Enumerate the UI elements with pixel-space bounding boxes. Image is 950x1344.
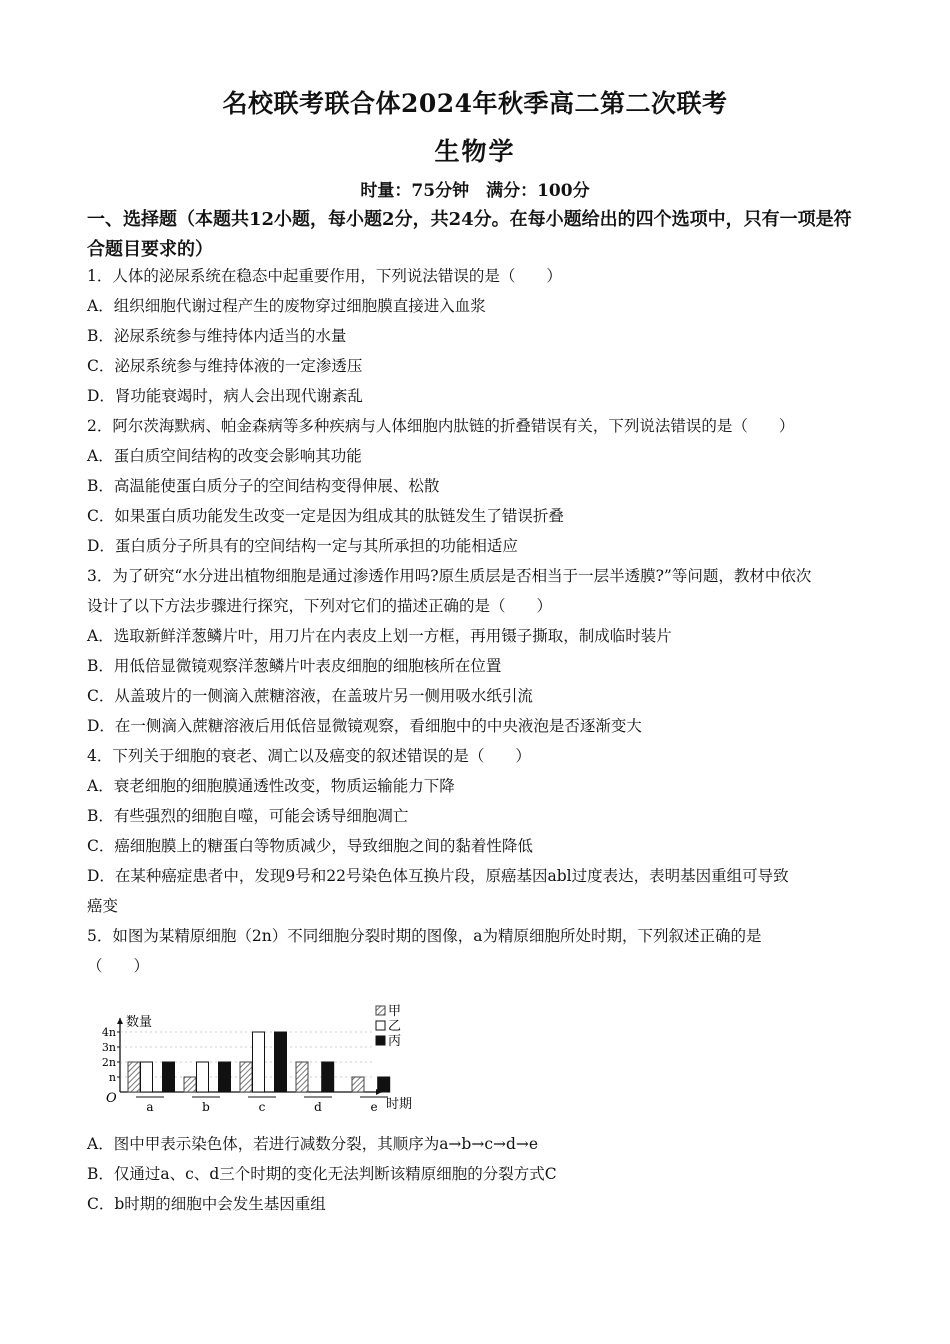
question-stem-line: （ ）	[87, 957, 150, 975]
bar-丙-d	[322, 1062, 334, 1092]
y-axis-label: 数量	[126, 1015, 153, 1030]
legend-swatch-乙	[376, 1021, 385, 1030]
bar-丙-e	[378, 1077, 390, 1092]
option-d: D．在一侧滴入蔗糖溶液后用低倍显微镜观察，看细胞中的中央液泡是否逐渐变大	[87, 717, 642, 735]
bar-乙-c	[253, 1032, 265, 1092]
legend-swatch-甲	[376, 1006, 385, 1015]
origin-label: O	[106, 1091, 117, 1106]
bar-甲-d	[296, 1062, 308, 1092]
question-stem: 1．人体的泌尿系统在稳态中起重要作用，下列说法错误的是（ ）	[87, 267, 562, 285]
bar-丙-b	[219, 1062, 231, 1092]
bar-甲-c	[240, 1062, 252, 1092]
exam-subject: 生物学	[434, 137, 516, 166]
bar-甲-e	[352, 1077, 364, 1092]
option-c: C．泌尿系统参与维持体液的一定渗透压	[87, 357, 363, 375]
y-tick-label: n	[108, 1071, 116, 1084]
option-a: A．选取新鲜洋葱鳞片叶，用刀片在内表皮上划一方框，再用镊子撕取，制成临时装片	[87, 627, 672, 645]
option-b: B．用低倍显微镜观察洋葱鳞片叶表皮细胞的细胞核所在位置	[87, 657, 502, 675]
bar-甲-a	[128, 1062, 140, 1092]
question-stem-line: 5．如图为某精原细胞（2n）不同细胞分裂时期的图像，a为精原细胞所处时期，下列叙述正确的是	[87, 927, 762, 945]
y-tick-label: 2n	[101, 1056, 116, 1069]
question-stem-line: 设计了以下方法步骤进行探究，下列对它们的描述正确的是（ ）	[87, 597, 553, 615]
option-b: B．高温能使蛋白质分子的空间结构变得伸展、松散	[87, 477, 440, 495]
option-a: A．图中甲表示染色体，若进行减数分裂，其顺序为a→b→c→d→e	[87, 1135, 539, 1153]
option-a: A．蛋白质空间结构的改变会影响其功能	[87, 447, 362, 465]
legend-swatch-丙	[376, 1036, 385, 1045]
option-b: B．泌尿系统参与维持体内适当的水量	[87, 327, 347, 345]
option-c: C．如果蛋白质功能发生改变一定是因为组成其的肽链发生了错误折叠	[87, 507, 564, 525]
exam-meta: 时量：75分钟 满分：100分	[360, 181, 590, 201]
exam-title: 名校联考联合体2024年秋季高二第二次联考	[222, 89, 728, 118]
option-b: B．有些强烈的细胞自噬，可能会诱导细胞凋亡	[87, 807, 409, 825]
option-b: B．仅通过a、c、d三个时期的变化无法判断该精原细胞的分裂方式C	[87, 1165, 557, 1183]
option-c: C．癌细胞膜上的糖蛋白等物质减少，导致细胞之间的黏着性降低	[87, 837, 533, 855]
legend-label: 丙	[388, 1034, 402, 1049]
bar-丙-c	[275, 1032, 287, 1092]
y-axis-arrow	[117, 1018, 123, 1024]
category-label: a	[146, 1100, 154, 1114]
legend-label: 甲	[388, 1004, 402, 1019]
bar-甲-b	[184, 1077, 196, 1092]
bar-乙-a	[141, 1062, 153, 1092]
option-d-line: 癌变	[87, 897, 119, 915]
section-heading: 一、选择题（本题共12小题，每小题2分，共24分。在每小题给出的四个选项中，只有一项是符合题目要求的）	[87, 209, 852, 260]
option-a: A．组织细胞代谢过程产生的废物穿过细胞膜直接进入血浆	[87, 297, 486, 315]
category-label: e	[370, 1100, 378, 1114]
category-label: c	[258, 1100, 266, 1114]
cell-division-bar-chart	[92, 1000, 432, 1120]
x-axis-label: 时期	[386, 1097, 413, 1112]
question-stem: 2．阿尔茨海默病、帕金森病等多种疾病与人体细胞内肽链的折叠错误有关，下列说法错误的是（ ）	[87, 417, 795, 435]
option-d: D．蛋白质分子所具有的空间结构一定与其所承担的功能相适应	[87, 537, 518, 555]
question-stem: 4．下列关于细胞的衰老、凋亡以及癌变的叙述错误的是（ ）	[87, 747, 531, 765]
question-stem-line: 3．为了研究“水分进出植物细胞是通过渗透作用吗?原生质层是否相当于一层半透膜?”等问题，教材中依次	[87, 567, 812, 585]
option-a: A．衰老细胞的细胞膜通透性改变，物质运输能力下降	[87, 777, 455, 795]
option-d: D．肾功能衰竭时，病人会出现代谢紊乱	[87, 387, 363, 405]
y-tick-label: 3n	[101, 1041, 116, 1054]
option-d-line: D．在某种癌症患者中，发现9号和22号染色体互换片段，原癌基因abl过度表达，表明基因重组可导致	[87, 867, 789, 885]
bar-乙-b	[197, 1062, 209, 1092]
category-label: d	[314, 1100, 322, 1114]
option-c: C．b时期的细胞中会发生基因重组	[87, 1195, 326, 1213]
bar-丙-a	[163, 1062, 175, 1092]
y-tick-label: 4n	[101, 1026, 116, 1039]
category-label: b	[202, 1100, 210, 1114]
option-c: C．从盖玻片的一侧滴入蔗糖溶液，在盖玻片另一侧用吸水纸引流	[87, 687, 533, 705]
legend-label: 乙	[388, 1019, 402, 1034]
